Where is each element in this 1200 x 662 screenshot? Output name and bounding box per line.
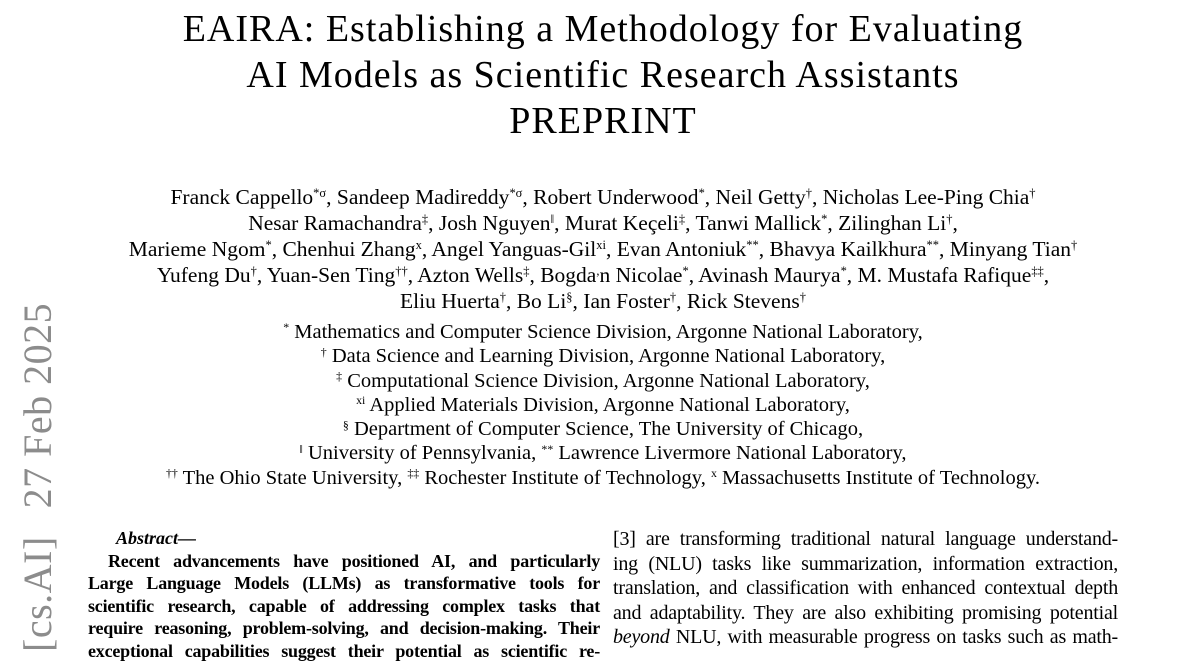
- arxiv-category-label: [cs.AI]: [15, 536, 60, 652]
- introduction-text: [613, 527, 1118, 650]
- abstract-line: exceptional capabilities suggest their potential as scientific re-: [88, 640, 600, 661]
- abstract-heading: Abstract—: [116, 528, 197, 549]
- page-content: [88, 6, 1118, 662]
- intro-line: ing (NLU) tasks like summarization, information extraction,: [613, 552, 1118, 575]
- title-line-2: AI Models as Scientific Research Assistants: [246, 54, 960, 96]
- introduction-column: [613, 527, 1118, 662]
- arxiv-watermark: [14, 303, 61, 652]
- abstract-line: require reasoning, problem-solving, and decision-making. Their: [88, 618, 600, 639]
- affiliation-line: † Data Science and Learning Division, Argonne National Laboratory,: [320, 344, 886, 368]
- author-list: [88, 184, 1118, 314]
- abstract-line: Recent advancements have positioned AI, and particularly: [108, 550, 600, 571]
- intro-line: [3] are transforming traditional natural language understand-: [613, 528, 1118, 551]
- affiliation-line: ‡ Computational Science Division, Argonne National Laboratory,: [336, 369, 870, 392]
- abstract-text: [88, 550, 600, 662]
- title-line-3: PREPRINT: [509, 100, 697, 142]
- abstract-column: [88, 527, 600, 662]
- author-line: Yufeng Du†, Yuan-Sen Ting††, Azton Wells‡, Bogda,n Nicolae*, Avinash Maurya*, M. Mustafa Rafique‡‡,: [156, 263, 1050, 287]
- paper-title: [88, 6, 1118, 144]
- title-line-1: EAIRA: Establishing a Methodology for Evaluating: [182, 8, 1024, 50]
- abstract-line: scientific research, capable of addressing complex tasks that: [88, 595, 600, 616]
- author-line: Marieme Ngom*, Chenhui Zhang$^x$, Angel Yanguas-Gil$^{xi}$, Evan Antoniuk**, Bhavya Kailkhura**, Minyang Tian†: [128, 237, 1078, 261]
- affiliation-line: * Mathematics and Computer Science Division, Argonne National Laboratory,: [283, 320, 923, 343]
- arxiv-date-label: 27 Feb 2025: [15, 302, 60, 509]
- affiliation-line: § Department of Computer Science, The University of Chicago,: [342, 417, 864, 441]
- author-line: Nesar Ramachandra‡, Josh Nguyen‖, Murat Keçeli‡, Tanwi Mallick*, Zilinghan Li†,: [248, 211, 958, 235]
- author-line: Eliu Huerta†, Bo Li§, Ian Foster†, Rick Stevens†: [400, 289, 806, 313]
- affiliation-line: $^{xi}$ Applied Materials Division, Argonne National Laboratory,: [356, 393, 850, 416]
- intro-line: translation, and classification with enhanced contextual depth: [613, 577, 1118, 600]
- intro-line: beyond NLU, with measurable progress on tasks such as math-: [613, 626, 1118, 649]
- affiliation-list: [88, 320, 1118, 490]
- author-line: Franck Cappello$^{*\sigma}$, Sandeep Madireddy$^{*\sigma}$, Robert Underwood*, Neil Getty†, Nicholas Lee-Ping Chia†: [170, 185, 1036, 209]
- affiliation-line: ‖ University of Pennsylvania, ** Lawrence Livermore National Laboratory,: [299, 441, 907, 465]
- abstract-line: Large Language Models (LLMs) as transformative tools for: [88, 573, 600, 594]
- two-column-body: [88, 527, 1118, 662]
- intro-line: and adaptability. They are also exhibiting promising potential: [613, 601, 1118, 624]
- affiliation-line: †† The Ohio State University, ‡‡ Rochester Institute of Technology, $^x$ Massachusetts Institute of Technology.: [165, 466, 1041, 489]
